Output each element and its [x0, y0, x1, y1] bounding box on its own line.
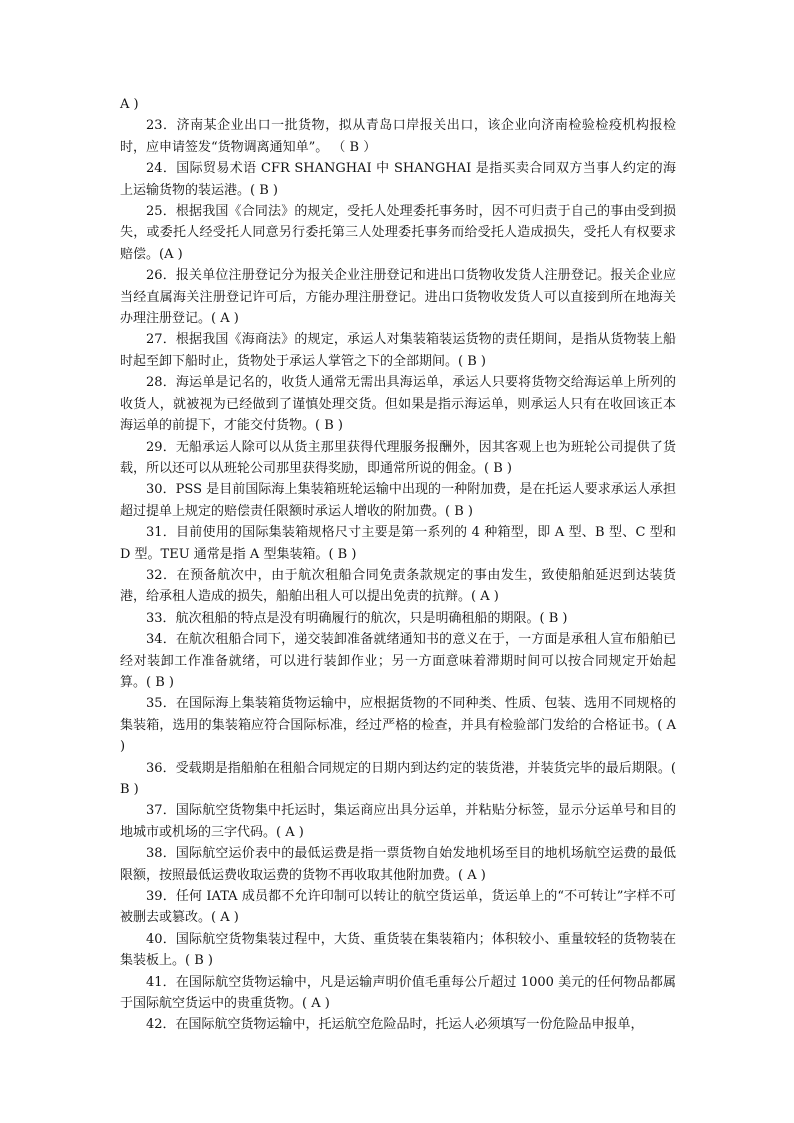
question-28: 28．海运单是记名的，收货人通常无需出具海运单，承运人只要将货物交给海运单上所列的收货人，就被视为已经做到了谨慎处理交货。但如果是指示海运单，则承运人只有在收回该正本海运单的前提下，才能交付货物。( B ) — [120, 375, 676, 434]
question-34: 34．在航次租船合同下，递交装卸准备就绪通知书的意义在于，一方面是承租人宣布船舶已经对装卸工作准备就绪，可以进行装卸作业；另一方面意味着滞期时间可以按合同规定开始起算。( B ) — [120, 632, 676, 690]
question-29: 29．无船承运人除可以从货主那里获得代理服务报酬外，因其客观上也为班轮公司提供了货载，所以还可以从班轮公司那里获得奖励，即通常所说的佣金。( B ) — [120, 439, 676, 476]
question-37: 37．国际航空货物集中托运时，集运商应出具分运单，并粘贴分标签，显示分运单号和目的地城市或机场的三字代码。( A ) — [120, 803, 676, 840]
question-30: 30．PSS 是目前国际海上集装箱班轮运输中出现的一种附加费，是在托运人要求承运人承担超过提单上规定的赔偿责任限额时承运人增收的附加费。( B ) — [120, 482, 676, 519]
question-39: 39．任何 IATA 成员都不允许印制可以转让的航空货运单，货运单上的“不可转让”字样不可被删去或篡改。( A ) — [120, 889, 676, 926]
question-list — [120, 94, 676, 1036]
question-31: 31．目前使用的国际集装箱规格尺寸主要是第一系列的 4 种箱型，即 A 型、B 型、C 型和 D 型。TEU 通常是指 A 型集装箱。( B ) — [120, 525, 676, 562]
question-36: 36．受载期是指船舶在租船合同规定的日期内到达约定的装货港，并装货完毕的最后期限。( B ) — [120, 760, 676, 797]
continuation-answer: A ) — [120, 97, 139, 112]
question-40: 40．国际航空货物集装过程中，大货、重货装在集装箱内；体积较小、重量较轻的货物装在集装板上。( B ) — [120, 931, 676, 969]
question-41: 41．在国际航空货物运输中，凡是运输声明价值毛重每公斤超过 1000 美元的任何物品都属于国际航空货运中的贵重货物。( A ) — [120, 974, 676, 1012]
question-26: 26．报关单位注册登记分为报关企业注册登记和进出口货物收发货人注册登记。报关企业应当经直属海关注册登记许可后，方能办理注册登记。进出口货物收发货人可以直接到所在地海关办理注册登记。( A ) — [120, 268, 676, 327]
question-32: 32．在预备航次中，由于航次租船合同免责条款规定的事由发生，致使船舶延迟到达装货港，给承租人造成的损失，船舶出租人可以提出免责的抗辩。( A ) — [120, 567, 676, 605]
question-23: 23．济南某企业出口一批货物，拟从青岛口岸报关出口，该企业向济南检验检疫机构报检时，应申请签发“货物调离通知单”。 （ B ） — [120, 118, 676, 155]
question-24: 24．国际贸易术语 CFR SHANGHAI 中 SHANGHAI 是指买卖合同双方当事人约定的海上运输货物的装运港。( B ) — [120, 161, 676, 198]
question-38: 38．国际航空运价表中的最低运费是指一票货物自始发地机场至目的地机场航空运费的最低限额，按照最低运费收取运费的货物不再收取其他附加费。( A ) — [120, 846, 676, 883]
question-35: 35．在国际海上集装箱货物运输中，应根据货物的不同种类、性质、包装、选用不同规格的集装箱，选用的集装箱应符合国际标准，经过严格的检查，并具有检验部门发给的合格证书。( A ) — [120, 696, 676, 755]
question-27: 27．根据我国《海商法》的规定，承运人对集装箱装运货物的责任期间，是指从货物装上船时起至卸下船时止，货物处于承运人掌管之下的全部期间。( B ) — [120, 332, 676, 369]
question-25: 25．根据我国《合同法》的规定，受托人处理委托事务时，因不可归责于自己的事由受到损失，或委托人经受托人同意另行委托第三人处理委托事务而给受托人造成损失，受托人有权要求赔偿。(A ) — [120, 204, 676, 262]
question-42: 42．在国际航空货物运输中，托运航空危险品时，托运人必须填写一份危险品申报单， — [146, 1017, 644, 1033]
question-33: 33．航次租船的特点是没有明确履行的航次，只是明确租船的期限。( B ) — [146, 610, 568, 626]
